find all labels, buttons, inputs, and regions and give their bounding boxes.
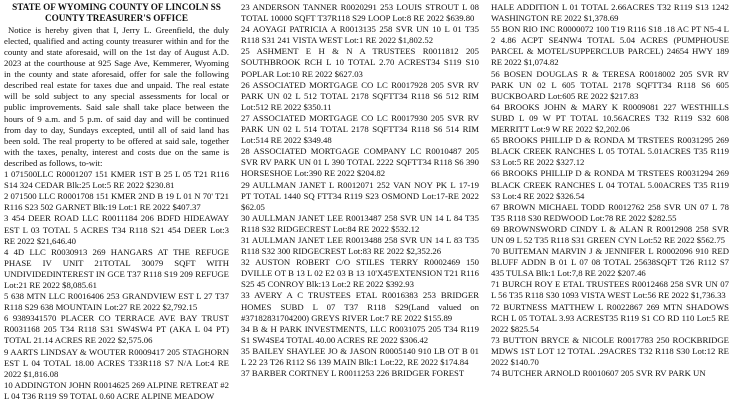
property-entry: 73 BUTTON BRYCE & NICOLE R0017783 250 ROCKBRIDGE MDWS 1ST LOT 12 TOTAL .29ACRES T32 R118 S30 Lot:12 RE 2022 $140.70: [491, 334, 729, 367]
property-entry: 71 BURCH ROY E ETAL TRUSTEES R0012468 258 SVR UN 07 L 56 T35 R118 S30 1093 VISTA WEST Lot:56 RE 2022 $1,736.33: [491, 279, 729, 301]
property-entry: 56 BOSEN DOUGLAS R & TERESA R0018002 205 SVR RV PARK UN 02 L 605 TOTAL 2178 SQFTT34 R118 S6 605 BUCKBOARD Lot:605 RE 2022 $217.83: [491, 68, 729, 101]
property-entry: 35 BAILEY SHAYLEE JO & JASON R0005140 910 LB OT B 01 L 22 23 T26 R112 S6 139 MAIN Blk:1 Lot:22, RE 2022 $174.84: [241, 345, 479, 367]
property-entry: 5 638 MTN LLC R0016406 253 GRANDVIEW EST L 27 T37 R118 S29 638 MOUNTAIN Lot:27 RE 2022 $2,792.15: [4, 291, 229, 313]
property-entry: 23 ANDERSON TANNER R0020291 253 LOUIS STROUT L 08 TOTAL 10000 SQFT T37R118 S29 LOOP Lot:8 RE 2022 $639.80: [241, 2, 479, 24]
property-entry: 27 ASSOCIATED MORTGAGE CO LC R0017930 205 SVR RV PARK UN 02 L 514 TOTAL 2178 SQFTT34 R118 S6 514 RIM Lot:514 RE 2022 $349.48: [241, 112, 479, 146]
property-entry: 67 BROWN MICHAEL TODD R0012762 258 SVR UN 07 L 78 T35 R118 S30 REDWOOD Lot:78 RE 2022 $282.55: [491, 201, 729, 223]
property-entry: 29 AULLMAN JANET L R0012071 252 VAN NOY PK L 17-19 PT TOTAL 1440 SQ FTT34 R119 S23 OSMOND Lot:17-RE 2022 $62.05: [241, 179, 479, 212]
property-entry: 74 BUTCHER ARNOLD R0010607 205 SVR RV PARK UN: [491, 368, 706, 379]
property-entry: 33 AVERY A C TRUSTEES ETAL R0016383 253 BRIDGER HOMES SUBD L 07 T37 R118 S29(Land valued on #37182831704200) GREYS RIVER Lot:7 RE 2022 $155.89: [241, 290, 479, 323]
property-entry: 26 ASSOCIATED MORTGAGE CO LC R0017928 205 SVR RV PARK UN 02 L 512 TOTAL 2178 SQFTT34 R118 S6 512 RIM Lot:512 RE 2022 $350.11: [241, 79, 479, 112]
notice-column-1: [0, 0, 235, 400]
property-entry: 30 AULLMAN JANET LEE R0013487 258 SVR UN 14 L 84 T35 R118 S32 RIDGECREST Lot:84 RE 2022 $532.12: [241, 212, 479, 234]
property-entry: 28 ASSOCIATED MORTGAGE COMPANY LC R0010487 205 SVR RV PARK UN 01 L 390 TOTAL 2222 SQFTT34 R118 S6 390 HORSESHOE Lot:390 RE 2022 $204.82: [241, 146, 479, 179]
property-entry: 34 B & H PARK INVESTMENTS, LLC R0031075 205 T34 R119 S1 SW4SE4 TOTAL 40.00 ACRES RE 2022 $306.42: [241, 323, 479, 345]
property-entry: 70 BUITEMAN MARVIN J & JENNIFER L R0002096 910 RED BLUFF ADDN B 01 L 07 08 TOTAL 25638SQFT T26 R112 S7 435 TULSA Blk:1 Lot:7,8 RE 2022 $207.46: [491, 246, 729, 279]
property-entry: 55 BON RIO INC R0000072 100 T19 R116 S18 .18 AC PT N5-4 L 2 4.86 ACPT SE4NW4 TOTAL 5.04 ACRES (PUMPHOUSE PARCEL & MOTEL/SUPPERCLUB PARCEL) 24654 HWY 189 RE 2022 $1,074.82: [491, 24, 729, 68]
property-entry: HALE ADDITION L 01 TOTAL 2.66ACRES T32 R119 S13 1242 WASHINGTON RE 2022 $1,378.69: [491, 2, 729, 24]
property-entry: 66 BROOKS PHILLIP D & RONDA M TRSTEES R0031294 269 BLACK CREEK RANCHES L 04 TOTAL 5.00ACRES T35 R119 S3 Lot:4 RE 2022 $326.54: [491, 168, 729, 201]
property-entry: 72 BURTNESS MATTHEW L R0022867 269 MTN SHADOWS RCH L 05 TOTAL 3.93 ACREST35 R119 S1 CO RD 110 Lot:5 RE 2022 $825.54: [491, 301, 729, 334]
notice-heading-line-1: STATE OF WYOMING COUNTY OF LINCOLN SS: [12, 2, 221, 12]
property-entry: 9 AARTS LINDSAY & WOUTER R0009417 205 STAGHORN EST L 04 TOTAL 18.00 ACRES T33R118 S7 N/A Lot:4 RE 2022 $1,816.08: [4, 346, 229, 379]
property-entry: 25 ASHMENT E H & N A TRUSTEES R0011812 205 SOUTHBROOK RCH L 10 TOTAL 2.70 ACREST34 S119 S10 POPLAR Lot:10 RE 2022 $627.03: [241, 46, 479, 79]
property-entry: 24 AOYAGI PATRICIA A R0013135 258 SVR UN 10 L 01 T35 R118 S31 241 VISTA WEST Lot:1 RE 2022 $1,802.52: [241, 24, 479, 46]
property-entry: 32 AUSTON ROBERT C/O STILES TERRY R0002469 150 DVILLE OT B 13 L 02 E2 03 B 13 10'X45'EXTENSION T21 R116 S25 45 CONROY Blk:13 Lot:2 RE 2022 $392.93: [241, 257, 479, 290]
property-entry: 10 ADDINGTON JOHN R0014625 269 ALPINE RETREAT #2 L 04 T36 R119 S9 TOTAL 0.60 ACRE ALPINE MEADOW: [4, 379, 229, 400]
property-entry: 65 BROOKS PHILLIP D & RONDA M TRSTEES R0031295 269 BLACK CREEK RANCHES L 05 TOTAL 5.01ACRES T35 R119 S3 Lot:5 RE 2022 $327.12: [491, 135, 729, 168]
property-entry: 6 9389341570 PLACER CO TERRACE AVE BAY TRUST R0031168 205 T34 R118 S31 SW4SW4 PT (AKA L 04 PT) TOTAL 21.14 ACRES RE 2022 $2,575.06: [4, 313, 229, 346]
property-entry: 64 BROOKS JOHN & MARY K R0009081 227 WESTHILLS SUBD L 09 W PT TOTAL 10.56ACRES T32 R119 S32 608 MERRITT Lot:9 W RE 2022 $2,202.06: [491, 101, 729, 135]
property-entry: 4 4D LLC R0030913 269 HANGARS AT THE REFUGE PHASE IV UNIT 21TOTAL 30079 SQFT WITH UNDIVIDEDINTEREST IN GCE T37 R118 S19 209 REFUGE Lot:21 RE 2022 $8,085.61: [4, 246, 229, 290]
property-entry: 1 071500LLC R0001207 151 KMER 1ST B 25 L 05 T21 R116 S14 324 CEDAR Blk:25 Lot:5 RE 2022 $230.81: [4, 169, 229, 191]
property-entry: 37 BARBER CORTNEY L R0011253 226 BRIDGER FOREST: [241, 368, 465, 379]
notice-intro-paragraph: Notice is hereby given that I, Jerry L. Greenfield, the duly elected, qualified and acting county treasurer within and for the county and state aforesaid, will on the 1st day of August A.D. 2023 at the courthouse at 925 Sage Ave, Kemmerer, Wyoming in the county and state aforesaid, offer for sale the following described real estate for taxes due and unpaid. The real estate will be sold subject to any special assessments for local or public improvements. Said sale shall take place between the hours of 9 a.m. and 5 p.m. of said day and will be continued from day to day, Sundays excepted, until all of said land has been sold. The real property to be offered at said sale, together with the taxes, penalty, interest and costs due on the same is described as follows, to-wit:: [4, 24, 229, 168]
property-entry: 69 BROWNSWORD CINDY L & ALAN R R0012908 258 SVR UN 09 L 52 T35 R118 S31 GREEN CYN Lot:52 RE 2022 $562.75: [491, 223, 729, 245]
notice-column-3: [485, 0, 735, 400]
notice-column-2: [235, 0, 485, 400]
property-entry: 3 454 DEER ROAD LLC R0011184 206 BDFD HIDEAWAY EST L 03 TOTAL 5 ACRES T34 R118 S21 454 DEER Lot:3 RE 2022 $21,646.40: [4, 213, 229, 246]
property-entry: 2 071500 LLC R0001708 151 KMER 2ND B 19 L 01 N 70' T21 R116 S23 502 GARNET Blk:19 Lot:1 RE 2022 $407.37: [4, 191, 229, 213]
notice-heading-line-2: COUNTY TREASURER'S OFFICE: [45, 13, 188, 24]
property-entry: 31 AULLMAN JANET LEE R0013488 258 SVR UN 14 L 83 T35 R118 S32 300 RIDGECREST Lot:83 RE 2022 $2,352.26: [241, 234, 479, 257]
